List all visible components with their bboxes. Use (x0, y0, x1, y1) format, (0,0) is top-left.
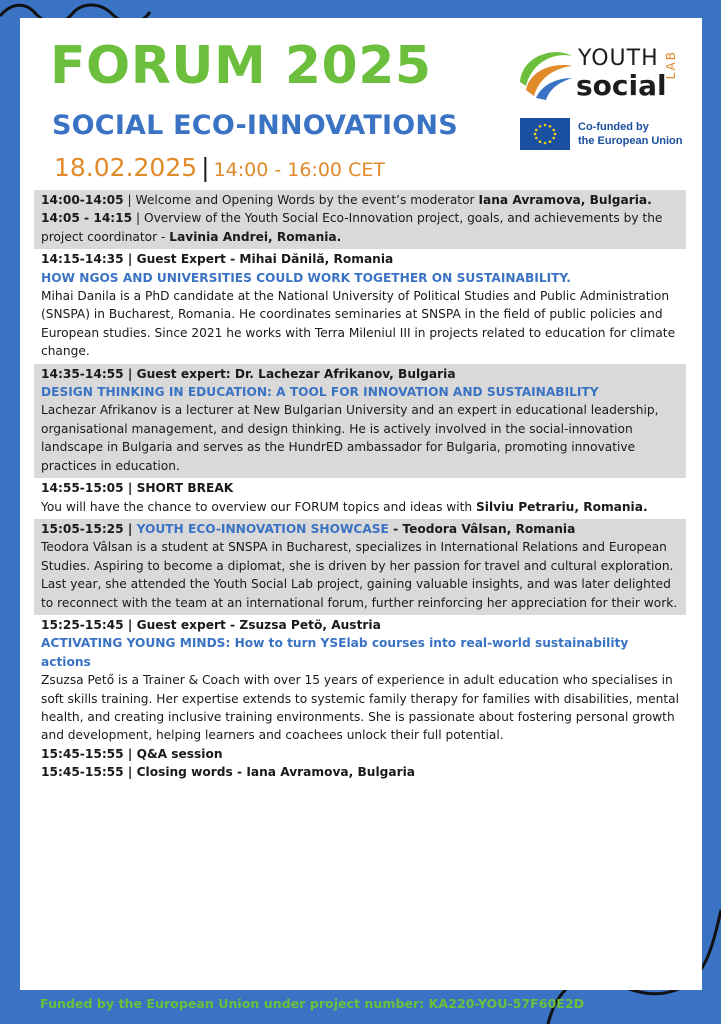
eu-text-line1: Co-funded by (578, 121, 649, 133)
youth-social-lab-logo (514, 42, 684, 108)
date-separator: | (201, 153, 210, 182)
session-1-heading: 14:15-14:35 | Guest Expert - Mihai Dănilă, Romania (41, 252, 394, 267)
session-1-topic: HOW NGOS AND UNIVERSITIES COULD WORK TOGETHER ON SUSTAINABILITY. (41, 270, 571, 285)
break-line (41, 498, 680, 516)
session-3-bio: Teodora Vâlsan is a student at SNSPA in Bucharest, specializes in International Relations and European Studies. Aspiring to become a diplomat, she is driven by her passion for travel and cultural exploration. Last year, she attended the Youth Social Lab project, gaining valuable insights, and was later delighted to reconnect with the team at an international forum, further reinforcing her appreciation for their work. (41, 540, 678, 610)
agenda-break (34, 478, 686, 519)
session-1-bio: Mihai Danila is a PhD candidate at the National University of Political Studies and Public Administration (SNSPA) in Bucharest, Romania. He coordinates seminaries at SNSPA in the field of public policies and European studies. Since 2021 he works with Terra Mileniul III in projects related to education for climate change. (41, 289, 676, 359)
overview-time: 14:05 - 14:15 (41, 211, 133, 226)
eu-text-line2: the European Union (578, 135, 683, 147)
logo-text-social: social (576, 69, 667, 102)
session-2-bio: Lachezar Afrikanov is a lecturer at New Bulgarian University and an expert in educational leadership, organisational management, and design thinking. He is actively involved in the social-innovation landscape in Bulgaria and serves as the HundrED ambassador for Bulgaria, promoting innovative practices in education. (41, 403, 659, 473)
session-3-name: - Teodora Vâlsan, Romania (388, 521, 576, 536)
eu-cofunded-text (578, 120, 688, 148)
agenda-session-2 (34, 364, 686, 478)
agenda-item-opening (41, 191, 680, 209)
session-2-topic: DESIGN THINKING IN EDUCATION: A TOOL FOR INNOVATION AND SUSTAINABILITY (41, 385, 599, 400)
session-3-topic: YOUTH ECO-INNOVATION SHOWCASE (136, 521, 389, 536)
logo-swoosh-icon (514, 42, 574, 102)
session-2-heading: 14:35-14:55 | Guest expert: Dr. Lachezar Afrikanov, Bulgaria (41, 366, 456, 381)
logo-text-lab: LAB (664, 50, 678, 80)
qa-heading: 15:45-15:55 | Q&A session (41, 746, 223, 761)
break-text: You will have the chance to overview our FORUM topics and ideas with (41, 499, 477, 514)
break-heading: 14:55-15:05 | SHORT BREAK (41, 481, 234, 496)
agenda-item-overview (41, 209, 680, 246)
opening-time: 14:00-14:05 (41, 193, 124, 207)
agenda-opening-block (34, 190, 686, 249)
session-4-bio: Zsuzsa Pető is a Trainer & Coach with over 15 years of experience in adult education who specialises in soft skills training. Her expertise extends to systemic family therapy for families with disabilities, mental health, and creating inclusive training environments. She is passionate about fostering personal growth and development, helping learners and coachees unlock their full potential. (41, 673, 680, 743)
overview-name: Lavinia Andrei, Romania. (169, 229, 342, 244)
event-time: 14:00 - 16:00 CET (213, 159, 385, 181)
session-3-heading (41, 520, 680, 538)
eu-flag-icon (520, 118, 570, 150)
agenda-session-3 (34, 519, 686, 615)
event-poster (20, 18, 702, 990)
event-datetime (54, 152, 385, 187)
agenda-session-1 (34, 249, 686, 363)
session-3-time: 15:05-15:25 | (41, 521, 137, 536)
program-agenda (34, 190, 686, 785)
poster-header (20, 18, 702, 188)
session-4-topic: ACTIVATING YOUNG MINDS: How to turn YSElab courses into real-world sustainability actions (41, 636, 629, 669)
opening-text: | Welcome and Opening Words by the event’s moderator (123, 193, 479, 207)
overview-text: | Overview of the Youth Social Eco-Innovation project, goals, and achievements by the project coordinator - (41, 211, 663, 244)
event-date: 18.02.2025 (54, 153, 198, 182)
funding-footer: Funded by the European Union under project number: KA220-YOU-57F60E2D (40, 996, 585, 1011)
break-name: Silviu Petrariu, Romania. (476, 499, 648, 514)
event-subtitle: SOCIAL ECO-INNOVATIONS (52, 110, 458, 141)
closing-heading: 15:45-15:55 | Closing words - Iana Avramova, Bulgaria (41, 765, 416, 780)
logo-text-youth: YOUTH (578, 46, 659, 71)
event-title: FORUM 2025 (50, 36, 432, 96)
opening-name: Iana Avramova, Bulgaria. (478, 193, 652, 207)
eu-cofunded-badge (520, 118, 690, 150)
agenda-session-4 (34, 615, 686, 785)
session-4-heading: 15:25-15:45 | Guest expert - Zsuzsa Petö, Austria (41, 617, 381, 632)
